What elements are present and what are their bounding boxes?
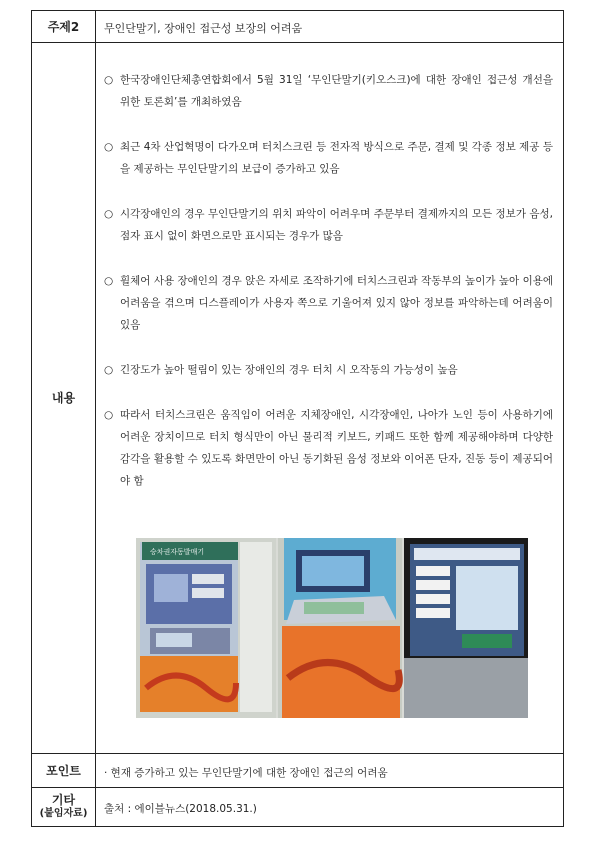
circle-bullet-icon: ○: [104, 208, 114, 220]
circle-bullet-icon: ○: [104, 141, 114, 153]
document-table: [31, 10, 564, 827]
topic-title: 무인단말기, 장애인 접근성 보장의 어려움: [104, 22, 303, 35]
bullet-text: 긴장도가 높아 떨림이 있는 장애인의 경우 터치 시 오작동의 가능성이 높음: [120, 364, 458, 376]
point-header: 포인트: [32, 754, 96, 787]
point-row: [32, 754, 563, 788]
bullet-text: 최근 4차 산업혁명이 다가오며 터치스크린 등 전자적 방식으로 주문, 결제 및 각종 정보 제공 등을 제공하는 무인단말기의 보급이 증가하고 있음: [120, 141, 553, 175]
topic-cell: [96, 11, 563, 42]
etc-header-line1: 기타: [51, 793, 76, 807]
kiosk-photo: [136, 538, 528, 718]
bullet-text: 따라서 터치스크린은 움직임이 어려운 지체장애인, 시각장애인, 나아가 노인 등이 사용하기에 어려운 장치이므로 터치 형식만이 아닌 물리적 키보드, 키패드 또한 함께 제공해야하며 다양한 감각을 활용할 수 있도록 화면만이 아닌 동기화된 음성 정보와 이어폰 단자, 진동 등이 제공되어야 함: [120, 409, 553, 487]
content-header: 내용: [32, 43, 96, 753]
topic-row: [32, 11, 563, 43]
kiosk-photo-illustration: [136, 538, 528, 718]
circle-bullet-icon: ○: [104, 275, 114, 287]
bullet-text: 휠체어 사용 장애인의 경우 앉은 자세로 조작하기에 터치스크린과 작동부의 높이가 높아 이용에 어려움을 겪으며 디스플레이가 사용자 쪽으로 기울어져 있지 않아 정보를 파악하는데 어려움이 있음: [120, 275, 553, 331]
content-bullet: [104, 203, 553, 247]
source-citation: 출처 : 에이블뉴스(2018.05.31.): [104, 803, 257, 815]
content-bullet: [104, 69, 553, 113]
content-bullet: [104, 136, 553, 180]
bullet-text: 시각장애인의 경우 무인단말기의 위치 파악이 어려우며 주문부터 결제까지의 모든 정보가 음성, 점자 표시 없이 화면으로만 표시되는 경우가 많음: [120, 208, 553, 242]
content-row: [32, 43, 563, 754]
etc-header-title: [40, 793, 88, 821]
content-bullet: [104, 359, 553, 381]
content-bullet: [104, 270, 553, 336]
etc-header: [32, 788, 96, 826]
etc-cell: [96, 788, 563, 826]
circle-bullet-icon: ○: [104, 74, 114, 86]
point-cell: [96, 754, 563, 787]
circle-bullet-icon: ○: [104, 409, 114, 421]
content-bullet-list: [104, 69, 553, 515]
etc-header-line2: (붙임자료): [39, 808, 88, 819]
kiosk-sign-text: 승차권자동발매기: [150, 548, 205, 556]
point-text: · 현재 증가하고 있는 무인단말기에 대한 장애인 접근의 어려움: [104, 767, 388, 779]
content-cell: [96, 43, 563, 753]
bullet-text: 한국장애인단체총연합회에서 5월 31일 ‘무인단말기(키오스크)에 대한 장애인 접근성 개선을 위한 토론회’를 개최하였음: [120, 74, 553, 108]
topic-header: 주제2: [32, 11, 96, 42]
content-bullet: [104, 404, 553, 492]
circle-bullet-icon: ○: [104, 364, 114, 376]
etc-row: [32, 788, 563, 826]
